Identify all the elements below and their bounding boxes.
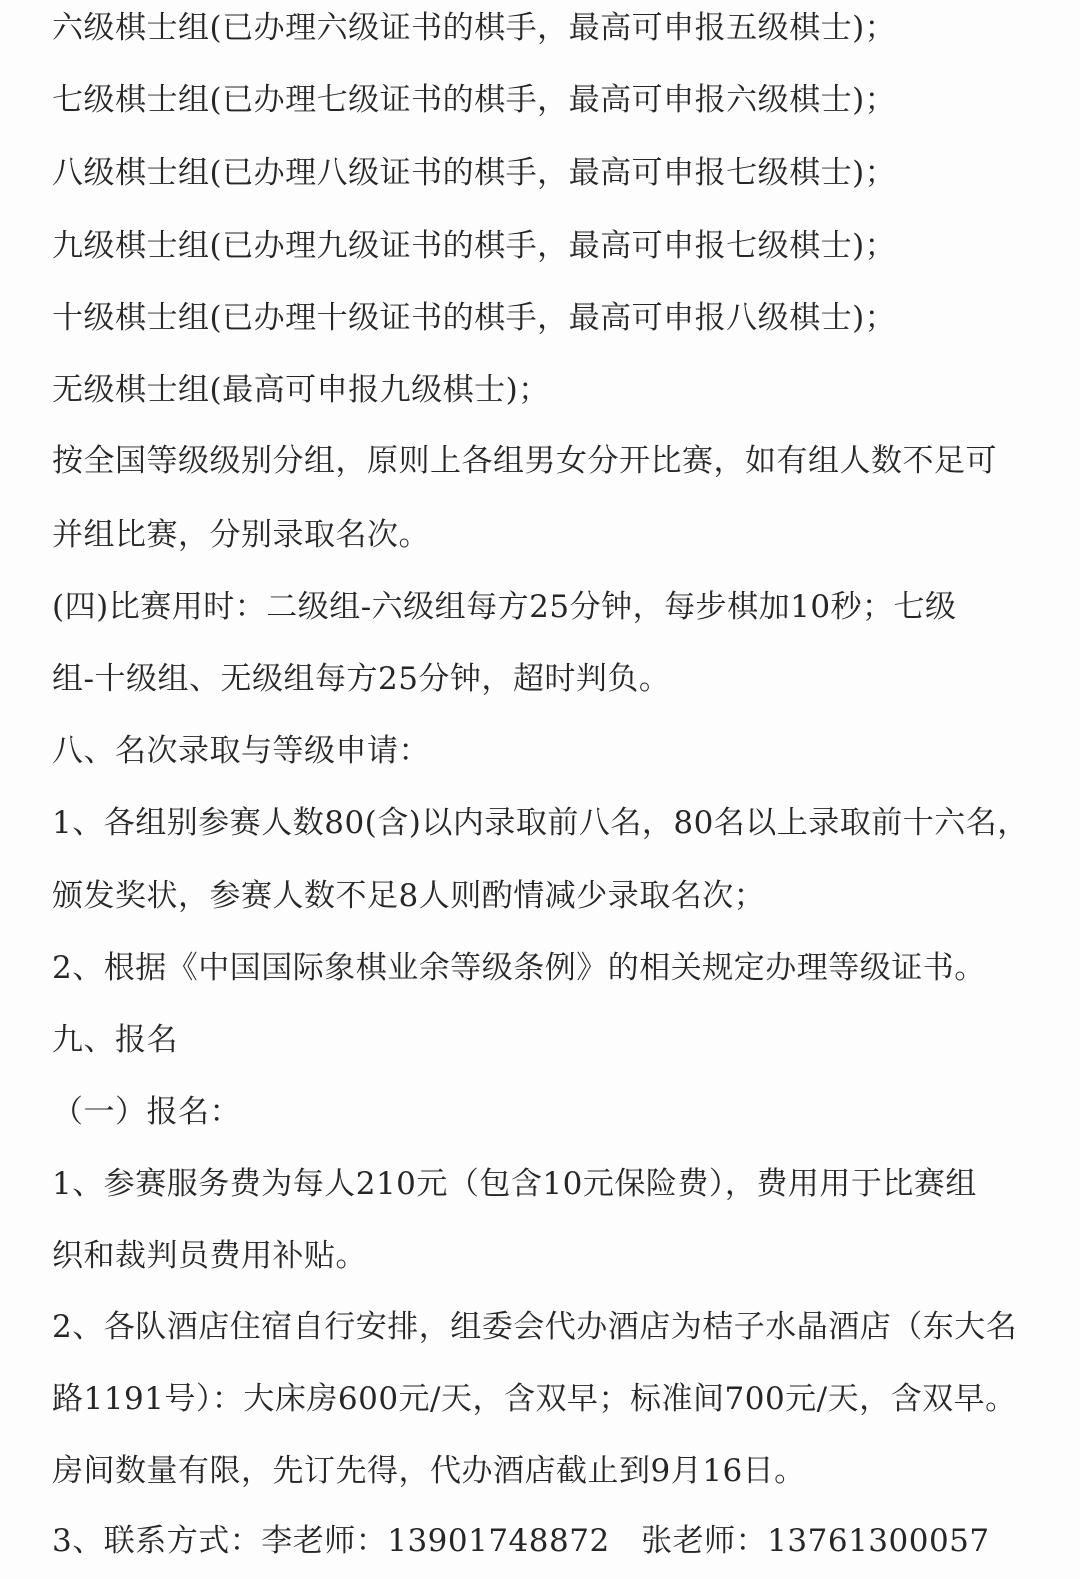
text-line-group-6: 六级棋士组(已办理六级证书的棋手，最高可申报五级棋士)； <box>52 10 897 46</box>
text-line-fee-cont: 织和裁判员费用补贴。 <box>52 1238 367 1274</box>
text-line-group-9: 九级棋士组(已办理九级证书的棋手，最高可申报七级棋士)； <box>52 228 897 264</box>
text-line-time-control-cont: 组-十级组、无级组每方25分钟，超时判负。 <box>52 661 671 697</box>
text-line-grouping-rule-cont: 并组比赛，分别录取名次。 <box>52 517 430 553</box>
text-line-time-control: (四)比赛用时：二级组-六级组每方25分钟，每步棋加10秒；七级 <box>52 589 957 625</box>
text-line-group-none: 无级棋士组(最高可申报九级棋士)； <box>52 372 550 408</box>
section-heading-registration: 九、报名 <box>52 1022 178 1058</box>
text-line-ranking-1-cont: 颁发奖状，参赛人数不足8人则酌情减少录取名次； <box>52 878 766 914</box>
text-line-hotel-deadline: 房间数量有限，先订先得，代办酒店截止到9月16日。 <box>52 1453 806 1489</box>
text-line-contact: 3、联系方式：李老师：13901748872 张老师：13761300057 <box>52 1523 990 1559</box>
text-line-grouping-rule: 按全国等级级别分组，原则上各组男女分开比赛，如有组人数不足可 <box>52 443 997 479</box>
text-line-group-10: 十级棋士组(已办理十级证书的棋手，最高可申报八级棋士)； <box>52 300 897 336</box>
text-line-hotel-cont: 路1191号）：大床房600元/天，含双早；标准间700元/天，含双早。 <box>52 1381 1017 1417</box>
subsection-heading-registration: （一）报名： <box>52 1094 241 1130</box>
section-heading-ranking: 八、名次录取与等级申请： <box>52 733 430 769</box>
text-line-group-7: 七级棋士组(已办理七级证书的棋手，最高可申报六级棋士)； <box>52 82 897 118</box>
text-line-fee: 1、参赛服务费为每人210元（包含10元保险费），费用用于比赛组 <box>52 1166 977 1202</box>
text-line-ranking-1: 1、各组别参赛人数80(含)以内录取前八名，80名以上录取前十六名， <box>52 805 1029 841</box>
text-line-ranking-2: 2、根据《中国国际象棋业余等级条例》的相关规定办理等级证书。 <box>52 950 986 986</box>
text-line-group-8: 八级棋士组(已办理八级证书的棋手，最高可申报七级棋士)； <box>52 155 897 191</box>
text-line-hotel: 2、各队酒店住宿自行安排，组委会代办酒店为桔子水晶酒店（东大名 <box>52 1309 1018 1345</box>
